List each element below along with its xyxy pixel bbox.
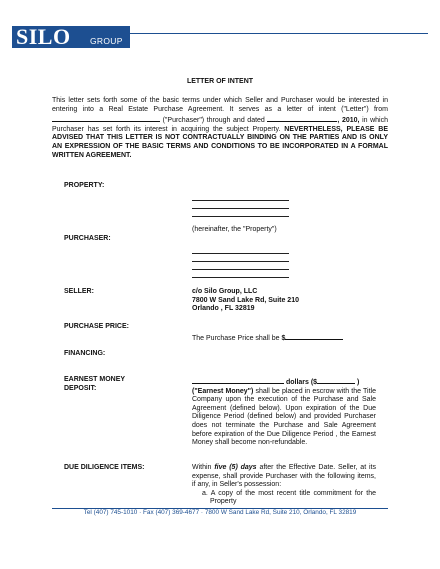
header-rule [130,33,428,34]
earnest-label-1: EARNEST MONEY [64,376,126,383]
logo-name: SILO [16,24,71,49]
purchaser-line-1 [192,253,289,254]
dd-within: Within [192,464,212,471]
silo-group-logo [12,26,130,48]
purchaser-line-2 [192,261,289,262]
purchaser-line-4 [192,277,289,278]
date-blank [267,114,337,122]
intro-text-1: This letter sets forth some of the basic terms under which Seller and Purchaser would be interested in entering into a Real Estate Purchase Agreement. It serves as a letter of intent ("Letter") from [52,97,388,113]
intro-year: , 2010, [337,117,360,125]
intro-disclaimer: NEVERTHELESS, PLEASE BE ADVISED THAT THIS LETTER IS NOT CONTRACTUALLY BINDING ON THE PARTIES AND IS ONLY AN EXPRESSION OF THE BASIC TERMS AND CONDITIONS TO BE INCORPORATED IN A FORMAL WRITTEN AGREEMENT. [52,125,388,159]
property-line-1 [192,200,289,201]
due-diligence-label: DUE DILIGENCE ITEMS: [64,464,145,471]
dd-days: five (5) days [214,464,257,471]
property-line-2 [192,208,289,209]
intro-text-4: in which Purchaser has set forth its interest in acquiring the subject Property. [52,117,388,133]
earnest-number-blank [317,376,355,384]
intro-text-2: ("Purchaser") through and dated [162,117,265,125]
earnest-label-2: DEPOSIT: [64,384,97,392]
purchaser-name-blank [52,114,160,122]
due-diligence-body [192,464,376,490]
earnest-money-text [192,376,376,448]
seller-line-2: 7800 W Sand Lake Rd, Suite 210 [192,296,299,304]
footer-contact: Tel (407) 745-1010 · Fax (407) 369-4677 · 7800 W Sand Lake Rd, Suite 210, Orlando, FL 32819 [83,509,357,516]
purchase-price-label: PURCHASE PRICE: [64,323,129,330]
property-line-3 [192,216,289,217]
earnest-dollars: dollars ($ [285,379,318,386]
seller-line-3: Orlando , FL 32819 [192,305,255,313]
earnest-money-label [64,376,125,393]
purchaser-label: PURCHASER: [64,235,111,242]
purchaser-line-3 [192,269,289,270]
seller-address [192,288,299,314]
purchase-price-text [192,332,343,344]
seller-label: SELLER: [64,288,94,295]
intro-paragraph [52,97,388,160]
earnest-body [192,388,376,448]
earnest-words-blank [192,376,284,384]
due-diligence-text [192,464,376,507]
earnest-amount-line [192,376,376,388]
page-title: LETTER OF INTENT [186,78,254,85]
price-blank [285,332,343,340]
property-note: (hereinafter, the "Property") [192,226,277,233]
seller-line-1: c/o Silo Group, LLC [192,288,258,295]
earnest-close-paren: ) [357,379,360,386]
dd-item-a: a. A copy of the most recent title commitment for the Property [202,489,376,506]
earnest-body-text: shall be placed in escrow with the Title Company upon the execution of the Purchase and Sale Agreement (defined below). Upon expiration of the Due Diligence Period (defined below) and provided Purchaser does not terminate the Purchase and Sale Agreement before expiration of the Due Diligence Period , the Earnest Money shall become non-refundable. [192,387,377,447]
logo-sub: GROUP [90,36,123,46]
earnest-defined: ("Earnest Money") [192,387,254,395]
dd-after: after the Effective Date. Seller, at its expense, shall provide Purchaser with the following items, if any, in Seller's possession: [192,464,376,489]
property-label: PROPERTY: [64,182,105,189]
price-sentence: The Purchase Price shall be [192,335,280,342]
price-dollar-sign: $ [281,335,286,342]
financing-label: FINANCING: [64,350,106,357]
